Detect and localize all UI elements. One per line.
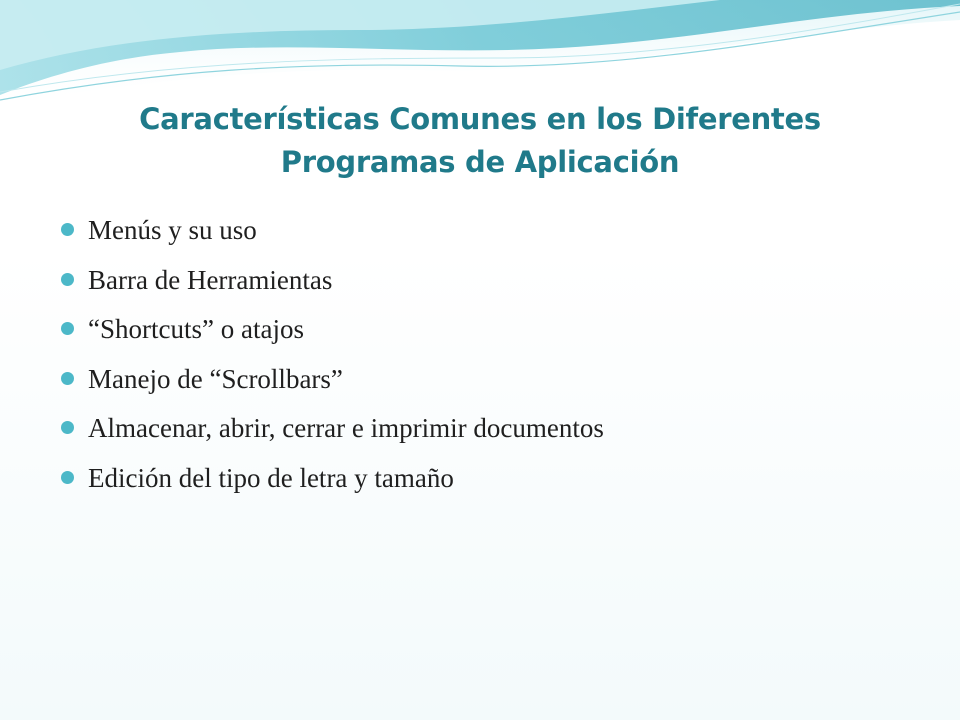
bullet-item [58, 258, 908, 308]
bullet-dot-icon [61, 223, 74, 236]
bullet-list [58, 208, 908, 505]
bullet-text: Manejo de “Scrollbars” [88, 363, 343, 394]
bullet-dot-icon [61, 372, 74, 385]
bullet-item [58, 307, 908, 357]
bullet-item [58, 406, 908, 456]
bullet-item [58, 357, 908, 407]
bullet-dot-icon [61, 273, 74, 286]
decorative-wave-header [0, 0, 960, 110]
title-line-2: Programas de Aplicación [280, 145, 680, 179]
bullet-dot-icon [61, 471, 74, 484]
title-line-1: Características Comunes en los Diferentes [139, 102, 821, 136]
bullet-text: Menús y su uso [88, 215, 257, 245]
bullet-text: “Shortcuts” o atajos [88, 314, 304, 344]
bullet-item [58, 456, 908, 506]
bullet-dot-icon [61, 421, 74, 434]
slide-title [60, 98, 900, 184]
bullet-item [58, 208, 908, 258]
bullet-text: Almacenar, abrir, cerrar e imprimir documentos [88, 413, 604, 443]
bullet-dot-icon [61, 322, 74, 335]
bullet-text: Barra de Herramientas [88, 264, 333, 295]
bullet-text: Edición del tipo de letra y tamaño [88, 462, 454, 493]
